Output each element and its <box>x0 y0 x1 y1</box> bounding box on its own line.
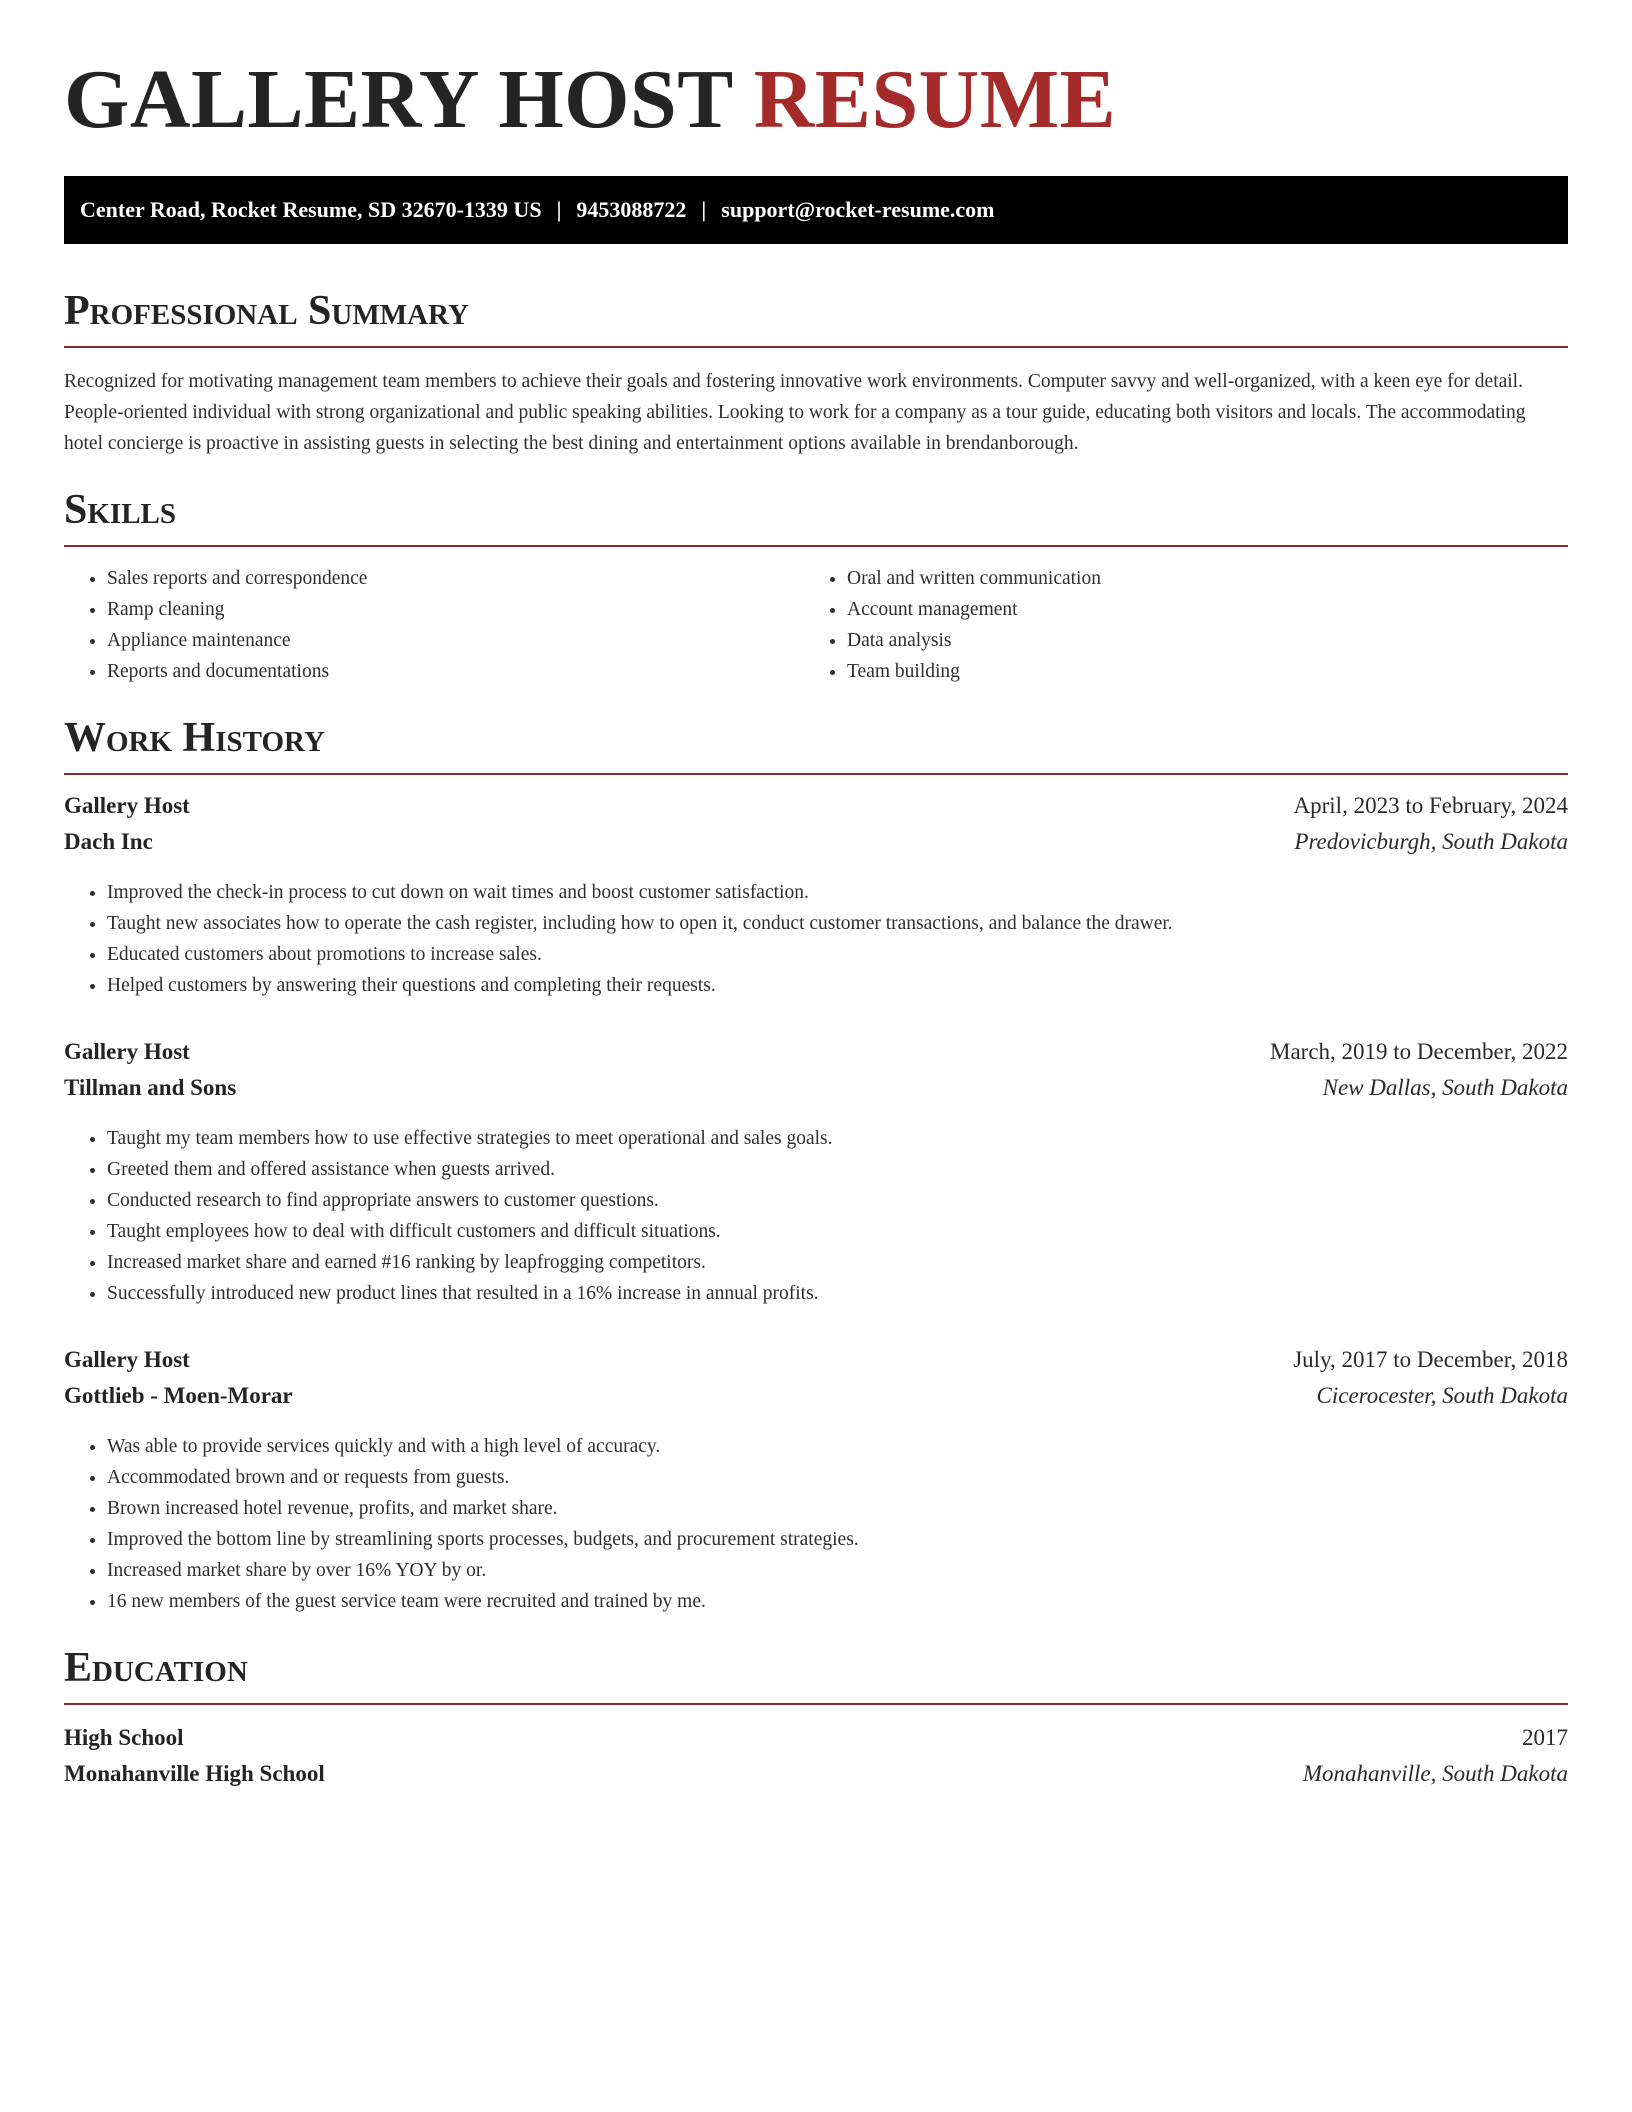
job-bullet: • Increased market share and earned #16 ranking by leapfrogging competitors. <box>107 1247 1568 1278</box>
job-title: Gallery Host <box>64 1347 190 1372</box>
contact-address: Center Road, Rocket Resume, SD 32670-1339 US <box>80 197 542 222</box>
job-bullet: • Conducted research to find appropriate answers to customer questions. <box>107 1185 1568 1216</box>
job-company-row <box>64 1075 1568 1111</box>
section-heading: Work History <box>64 717 1568 775</box>
job-bullet: • Successfully introduced new product lines that resulted in a 16% increase in annual profits. <box>107 1278 1568 1309</box>
job-title: Gallery Host <box>64 1039 190 1064</box>
section-heading: Education <box>64 1647 1568 1705</box>
job-bullet: • Taught new associates how to operate the cash register, including how to open it, conduct customer transactions, and balance the drawer. <box>107 908 1568 939</box>
skill-item: • Appliance maintenance <box>107 625 804 656</box>
job-dates: March, 2019 to December, 2022 <box>1270 1039 1568 1064</box>
job-location: New Dallas, South Dakota <box>1322 1075 1568 1100</box>
education-header-row <box>64 1725 1568 1761</box>
skill-item: • Reports and documentations <box>107 656 804 687</box>
section-heading: Skills <box>64 489 1568 547</box>
job-company-row <box>64 829 1568 865</box>
job-header-row <box>64 1039 1568 1075</box>
education-entry <box>64 1725 1568 1797</box>
contact-bar <box>64 176 1568 244</box>
job-bullet: • Improved the bottom line by streamlining sports processes, budgets, and procurement strategies. <box>107 1524 1568 1555</box>
contact-separator: | <box>701 197 707 222</box>
skill-item: • Oral and written communication <box>847 563 1544 594</box>
summary-text: Recognized for motivating management team members to achieve their goals and fostering innovative work environments. Computer savvy and well-organized, with a keen eye for detail. People-oriented individual with strong organizational and public speaking abilities. Looking to work for a company as a tour guide, educating both visitors and locals. The accommodating hotel concierge is proactive in assisting guests in selecting the best dining and entertainment options available in brendanborough. <box>64 371 1526 454</box>
job-bullet: • Taught my team members how to use effective strategies to meet operational and sales goals. <box>107 1123 1568 1154</box>
education-school: Monahanville High School <box>64 1761 325 1786</box>
job-bullet: • Greeted them and offered assistance when guests arrived. <box>107 1154 1568 1185</box>
contact-email: support@rocket-resume.com <box>721 197 995 222</box>
job-bullet: • 16 new members of the guest service team were recruited and trained by me. <box>107 1586 1568 1617</box>
title-accent: RESUME <box>753 53 1117 146</box>
skill-item: • Team building <box>847 656 1544 687</box>
job-header-row <box>64 793 1568 829</box>
skill-item: • Data analysis <box>847 625 1544 656</box>
resume-title <box>64 53 1568 146</box>
skills-section <box>64 489 1568 687</box>
job-bullet: • Taught employees how to deal with difficult customers and difficult situations. <box>107 1216 1568 1247</box>
job-company-row <box>64 1383 1568 1419</box>
job-bullet: • Improved the check-in process to cut down on wait times and boost customer satisfaction. <box>107 877 1568 908</box>
job-bullets <box>64 1123 1568 1309</box>
title-main: GALLERY HOST <box>64 53 733 146</box>
job-entry <box>64 1039 1568 1309</box>
job-location: Cicerocester, South Dakota <box>1316 1383 1568 1408</box>
resume-page <box>64 53 1568 1797</box>
job-bullets <box>64 1431 1568 1617</box>
job-company: Gottlieb - Moen-Morar <box>64 1383 293 1408</box>
contact-phone: 9453088722 <box>576 197 687 222</box>
professional-summary-section <box>64 290 1568 459</box>
job-bullet: • Accommodated brown and or requests from guests. <box>107 1462 1568 1493</box>
job-entry <box>64 793 1568 1001</box>
job-company: Dach Inc <box>64 829 153 854</box>
job-bullets <box>64 877 1568 1001</box>
job-dates: April, 2023 to February, 2024 <box>1293 793 1568 818</box>
skill-item: • Sales reports and correspondence <box>107 563 804 594</box>
job-dates: July, 2017 to December, 2018 <box>1293 1347 1568 1372</box>
job-bullet: • Increased market share by over 16% YOY by or. <box>107 1555 1568 1586</box>
job-bullet: • Helped customers by answering their questions and completing their requests. <box>107 970 1568 1001</box>
job-bullet: • Brown increased hotel revenue, profits, and market share. <box>107 1493 1568 1524</box>
education-location: Monahanville, South Dakota <box>1302 1761 1568 1786</box>
job-header-row <box>64 1347 1568 1383</box>
education-school-row <box>64 1761 1568 1797</box>
job-bullet: • Was able to provide services quickly and with a high level of accuracy. <box>107 1431 1568 1462</box>
skills-list-left <box>64 563 804 687</box>
skills-list-right <box>804 563 1544 687</box>
job-entry <box>64 1347 1568 1617</box>
job-location: Predovicburgh, South Dakota <box>1294 829 1568 854</box>
skill-item: • Account management <box>847 594 1544 625</box>
education-section <box>64 1647 1568 1797</box>
section-heading: Professional Summary <box>64 290 1568 348</box>
job-title: Gallery Host <box>64 793 190 818</box>
job-company: Tillman and Sons <box>64 1075 237 1100</box>
skills-grid <box>64 563 1568 687</box>
education-degree: High School <box>64 1725 184 1750</box>
education-year: 2017 <box>1522 1725 1568 1750</box>
contact-separator: | <box>556 197 562 222</box>
work-history-section <box>64 717 1568 1617</box>
skill-item: • Ramp cleaning <box>107 594 804 625</box>
job-bullet: • Educated customers about promotions to increase sales. <box>107 939 1568 970</box>
